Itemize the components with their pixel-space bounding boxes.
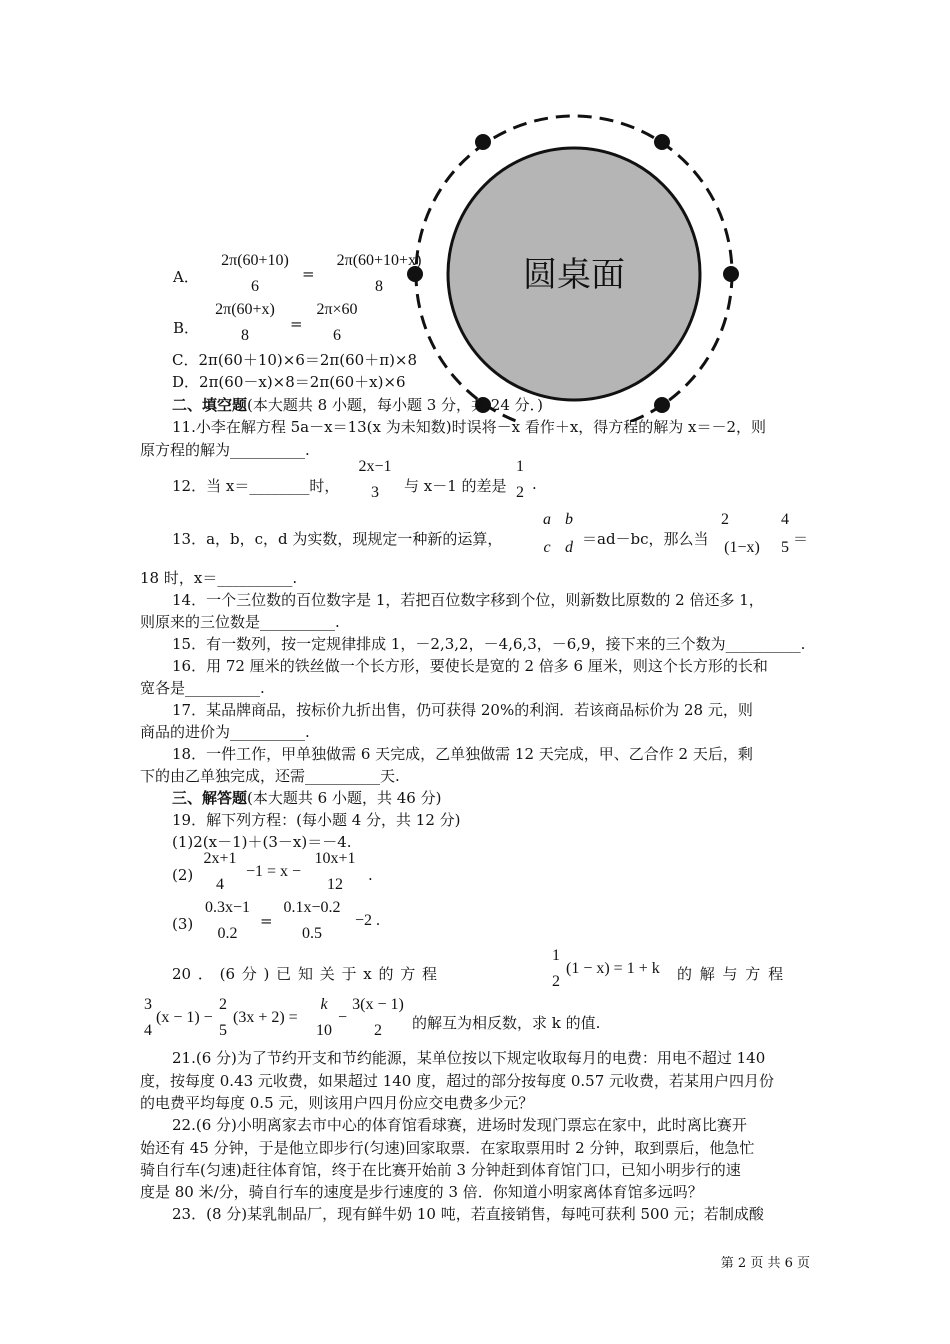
q20-end: 的解互为相反数，求 k 的值.	[412, 1014, 601, 1032]
q21-line3: 的电费平均每度 0.5 元，则该用户四月份应交电费多少元？	[140, 1094, 534, 1112]
q13-pre: 13．a，b，c，d 为实数，现规定一种新的运算，	[172, 530, 503, 548]
q20-g4-num: 3(x − 1)	[352, 996, 404, 1013]
option-b-den1: 8	[241, 327, 249, 344]
q22-line1: 22.(6 分)小明离家去市中心的体育馆看球赛，进场时发现门票忘在家中，此时离比赛开	[172, 1116, 747, 1134]
q19-part2-num2: 10x+1	[314, 850, 356, 867]
seat-dot	[654, 134, 670, 150]
option-b-num2: 2π×60	[316, 301, 358, 318]
q22-line2: 始还有 45 分钟，于是他立即步行(匀速)回家取票．在家取票用时 2 分钟，取到票后，他急忙	[140, 1139, 755, 1157]
q14-line2: 则原来的三位数是__________.	[140, 613, 340, 631]
q19-part2-mid: −1 = x −	[246, 863, 302, 880]
q12-num: 2x−1	[358, 458, 392, 475]
q20-f1-den: 2	[552, 973, 560, 990]
q20-g4-den: 2	[374, 1022, 382, 1039]
q12-den: 3	[371, 484, 379, 501]
q16-line1: 16．用 72 厘米的铁丝做一个长方形，要使长是宽的 2 倍多 6 厘米，则这个长方形的长和	[172, 657, 768, 675]
option-a-den1: 6	[251, 278, 259, 295]
option-d: D．2π(60－x)×8＝2π(60＋x)×6	[172, 373, 406, 391]
q13-eq: ＝	[793, 530, 809, 548]
q19-part3-label: (3)	[172, 915, 194, 933]
q12-post: .	[532, 475, 537, 493]
q21-line1: 21.(6 分)为了节约开支和节约能源，某单位按以下规定收取每月的电费：用电不超过 140	[172, 1049, 766, 1067]
q23-line1: 23．(8 分)某乳制品厂，现有鲜牛奶 10 吨，若直接销售，每吨可获利 500 元；若制成酸	[172, 1205, 764, 1223]
seat-dot	[654, 397, 670, 413]
option-b-den2: 6	[333, 327, 341, 344]
q13-mid: ＝ad－bc，那么当	[582, 530, 709, 548]
q20-g2-num: 2	[219, 996, 227, 1013]
q14-line1: 14．一个三位数的百位数字是 1，若把百位数字移到个位，则新数比原数的 2 倍还多 1，	[172, 591, 764, 609]
round-table-figure	[400, 112, 748, 422]
q17-line2: 商品的进价为__________.	[140, 723, 310, 741]
option-a-eq: =	[302, 265, 315, 283]
q18-line1: 18．一件工作，甲单独做需 6 天完成，乙单独做需 12 天完成，甲、乙合作 2 天后，剩	[172, 745, 753, 763]
q19-part2-label: (2)	[172, 866, 194, 884]
seat-dot	[723, 266, 739, 282]
page-footer: 第 2 页 共 6 页	[720, 1256, 810, 1271]
section2-title: 二、填空题	[172, 396, 248, 414]
option-b-label: B．	[173, 319, 200, 337]
section3-heading	[172, 788, 441, 808]
option-c: C．2π(60＋10)×6＝2π(60＋π)×8	[172, 351, 418, 369]
q21-line2: 度，按每度 0.43 元收费，如果超过 140 度，超过的部分按每度 0.57 元收费，若某用户四月份	[140, 1072, 775, 1090]
q20-g3-post: −	[338, 1009, 348, 1026]
q16-line2: 宽各是__________.	[140, 679, 265, 697]
q19-part2-den2: 12	[327, 876, 343, 893]
q11-line1: 11.小李在解方程 5a－x＝13(x 为未知数)时误将－x 看作＋x，得方程的解为 x＝－2，则	[172, 418, 767, 436]
section2-note: (本大题共 8 小题，每小题 3 分，共 24 分．)	[247, 396, 544, 414]
q20-g2-den: 5	[219, 1022, 227, 1039]
q13-n21: (1−x)	[724, 539, 760, 556]
q19-part3-num1: 0.3x−1	[204, 899, 251, 916]
q19-title: 19．解下列方程：(每小题 4 分，共 12 分)	[172, 811, 461, 829]
q12-pre: 12．当 x＝________时，	[172, 477, 340, 495]
q20-pre: 20 ． (6 分 ) 已 知 关 于 x 的 方 程	[172, 965, 438, 983]
q20-g3-den: 10	[316, 1022, 332, 1039]
q22-line3: 骑自行车(匀速)赶往体育馆，终于在比赛开始前 3 分钟赶到体育馆门口，已知小明步行的速	[140, 1161, 741, 1179]
q18-line2: 下的由乙单独完成，还需__________天.	[140, 767, 400, 785]
option-b-eq: =	[290, 315, 303, 333]
q19-part3-post: −2 .	[355, 912, 381, 929]
section3-title: 三、解答题	[172, 789, 248, 807]
q13-m11: a	[543, 511, 551, 528]
q19-part2-post: .	[368, 866, 373, 884]
q13-m22: d	[565, 539, 573, 556]
option-a-num1: 2π(60+10)	[221, 252, 289, 269]
q12-num2: 1	[516, 458, 524, 475]
option-a-num2: 2π(60+10+x)	[336, 252, 422, 269]
section2-heading	[172, 395, 543, 415]
q13-n12: 4	[781, 511, 789, 528]
q17-line1: 17．某品牌商品，按标价九折出售，仍可获得 20%的利润．若该商品标价为 28 元，则	[172, 701, 753, 719]
q20-f1-num: 1	[552, 947, 560, 964]
q12-mid: 与 x－1 的差是	[404, 477, 507, 495]
q12-den2: 2	[516, 484, 524, 501]
q19-part2-num1: 2x+1	[203, 850, 237, 867]
q20-g1-post: (x − 1) −	[156, 1009, 213, 1026]
q13-m12: b	[565, 511, 573, 528]
option-b-num1: 2π(60+x)	[215, 301, 275, 318]
q22-line4: 度是 80 米/分，骑自行车的速度是步行速度的 3 倍．你知道小明家离体育馆多远吗？	[140, 1183, 703, 1201]
q20-post1: 的 解 与 方 程	[677, 965, 784, 983]
q13-line2: 18 时，x＝__________.	[140, 569, 298, 587]
q19-part3-den1: 0.2	[217, 925, 238, 942]
q15: 15．有一数列，按一定规律排成 1，－2,3,2，－4,6,3，－6,9，接下来的三个数为__________.	[172, 635, 806, 653]
q20-g1-den: 4	[144, 1022, 152, 1039]
q13-n22: 5	[781, 539, 789, 556]
q20-g3-num: k	[320, 996, 328, 1013]
q13-n11: 2	[721, 511, 729, 528]
q13-m21: c	[543, 539, 551, 556]
q19-part1: (1)2(x－1)＋(3－x)＝－4.	[172, 833, 352, 851]
q19-part3-eq: =	[260, 912, 273, 930]
q20-f1-post: (1 − x) = 1 + k	[566, 960, 660, 977]
q19-part3-num2: 0.1x−0.2	[283, 899, 341, 916]
q19-part3-den2: 0.5	[302, 925, 322, 942]
table-label: 圆桌面	[523, 255, 625, 295]
q20-g2-post: (3x + 2) =	[233, 1009, 298, 1026]
section3-note: (本大题共 6 小题，共 46 分)	[247, 789, 442, 807]
q19-part2-den1: 4	[216, 876, 224, 893]
seat-dot	[475, 134, 491, 150]
q11-line2: 原方程的解为__________.	[140, 441, 310, 459]
option-a-label: A．	[173, 268, 199, 286]
option-a-den2: 8	[375, 278, 383, 295]
q20-g1-num: 3	[144, 996, 152, 1013]
